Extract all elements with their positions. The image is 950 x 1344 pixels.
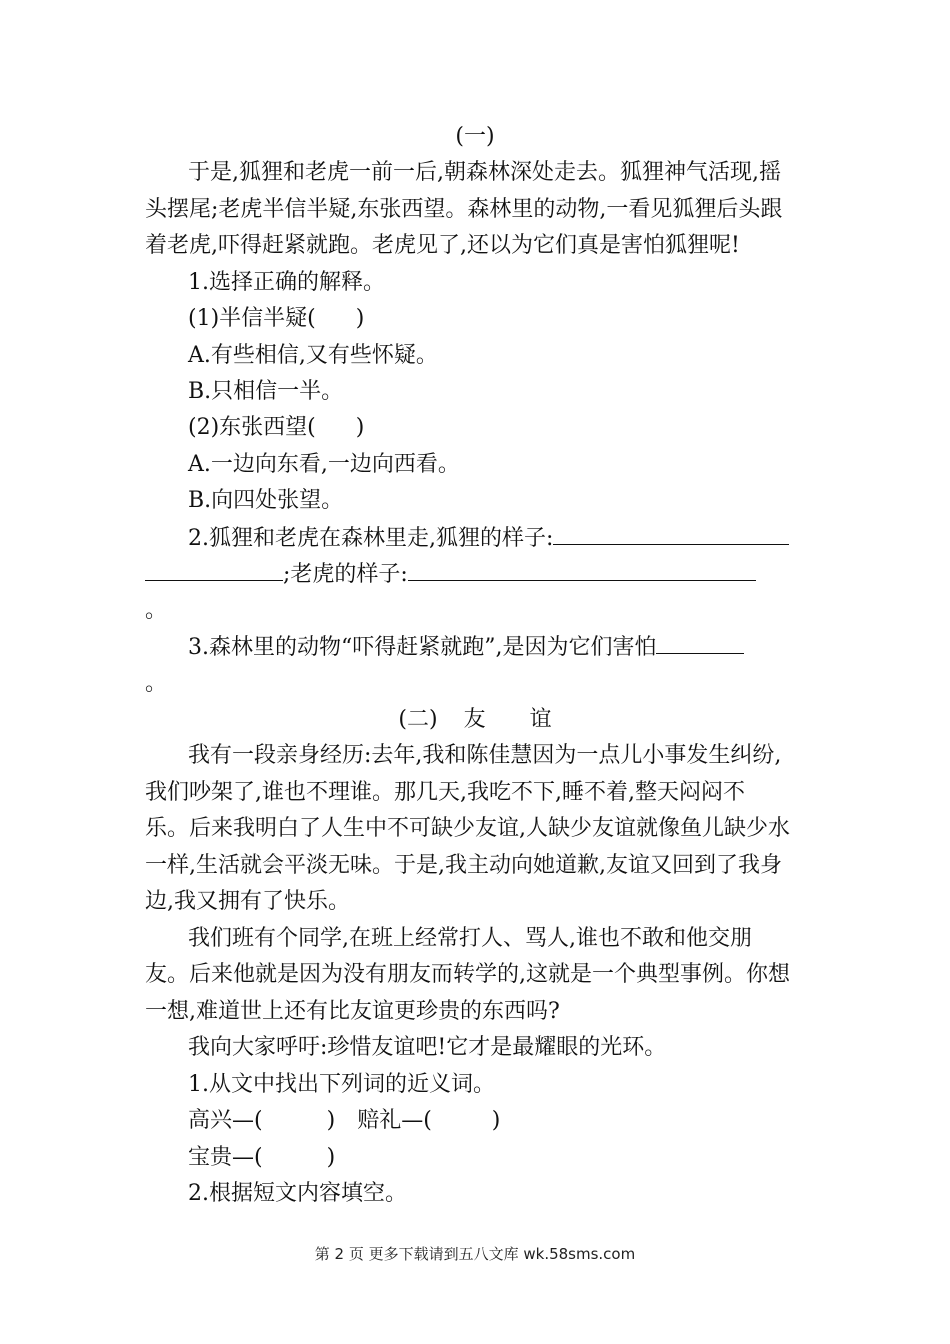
item2-close: ) [355, 415, 365, 440]
item1-close: ) [355, 306, 365, 331]
passage1-line: 于是,狐狸和老虎一前一后,朝森林深处走去。狐狸神气活现,摇 [188, 160, 781, 185]
section2-question2-prompt: 2.根据短文内容填空。 [188, 1181, 407, 1206]
section2-title-char: 谊 [529, 707, 552, 732]
section2-title [0, 702, 950, 738]
synonym-row [188, 1140, 853, 1176]
section2-title-char: 友 [463, 707, 486, 732]
passage2-line: 乐。后来我明白了人生中不可缺少友谊,人缺少友谊就像鱼儿缺少水 [145, 816, 790, 841]
passage2-line: 一想,难道世上还有比友谊更珍贵的东西吗? [145, 999, 560, 1024]
option-a: A.一边向东看,一边向西看。 [188, 452, 460, 477]
answer-blank[interactable] [145, 556, 283, 581]
question2-prompt: 2.狐狸和老虎在森林里走,狐狸的样子: [188, 526, 554, 551]
passage2-line: 我向大家呼吁:珍惜友谊吧!它才是最耀眼的光环。 [188, 1035, 667, 1060]
synonym-close: ) [326, 1145, 336, 1170]
passage1-line: 头摆尾;老虎半信半疑,东张西望。森林里的动物,一看见狐狸后头跟 [145, 197, 783, 222]
question2-line [145, 556, 810, 593]
answer-blank[interactable] [656, 629, 744, 654]
question2-mid: ;老虎的样子: [283, 562, 408, 587]
answer-blank[interactable] [408, 556, 756, 581]
option-b: B.向四处张望。 [188, 488, 344, 513]
synonym-word: 宝贵—( [188, 1145, 263, 1170]
question2-end: 。 [145, 598, 168, 623]
section2-question1-prompt: 1.从文中找出下列词的近义词。 [188, 1072, 495, 1097]
section2-title-num: (二) [398, 707, 438, 732]
passage2-line: 我有一段亲身经历:去年,我和陈佳慧因为一点儿小事发生纠纷, [188, 743, 782, 768]
item1-stem: (1)半信半疑( [188, 306, 316, 331]
synonym-word: 赔礼—( [357, 1108, 432, 1133]
synonym-close: ) [491, 1108, 501, 1133]
item2-stem: (2)东张西望( [188, 415, 316, 440]
passage2-line: 我们班有个同学,在班上经常打人、骂人,谁也不敢和他交朋 [188, 926, 752, 951]
question3-line [188, 629, 853, 666]
section1-title: (一) [455, 124, 495, 149]
question1-item2 [188, 410, 853, 446]
question1-item1 [188, 301, 853, 337]
question2-line [188, 520, 853, 557]
answer-blank[interactable] [553, 520, 789, 545]
question3-prompt: 3.森林里的动物“吓得赶紧就跑”,是因为它们害怕 [188, 635, 657, 660]
passage2-line: 一样,生活就会平淡无味。于是,我主动向她道歉,友谊又回到了我身 [145, 853, 782, 878]
page-footer: 第 2 页 更多下载请到五八文库 wk.58sms.com [314, 1245, 636, 1263]
synonym-close: ) [326, 1108, 336, 1133]
synonym-word: 高兴—( [188, 1108, 263, 1133]
passage1-line: 着老虎,吓得赶紧就跑。老虎见了,还以为它们真是害怕狐狸呢! [145, 233, 740, 258]
passage2-line: 我们吵架了,谁也不理谁。那几天,我吃不下,睡不着,整天闷闷不 [145, 780, 745, 805]
synonym-row [188, 1103, 853, 1139]
passage2-line: 友。后来他就是因为没有朋友而转学的,这就是一个典型事例。你想 [145, 962, 790, 987]
question1-prompt: 1.选择正确的解释。 [188, 270, 385, 295]
passage2-line: 边,我又拥有了快乐。 [145, 889, 350, 914]
question3-end: 。 [145, 671, 168, 696]
option-a: A.有些相信,又有些怀疑。 [188, 343, 438, 368]
option-b: B.只相信一半。 [188, 379, 344, 404]
